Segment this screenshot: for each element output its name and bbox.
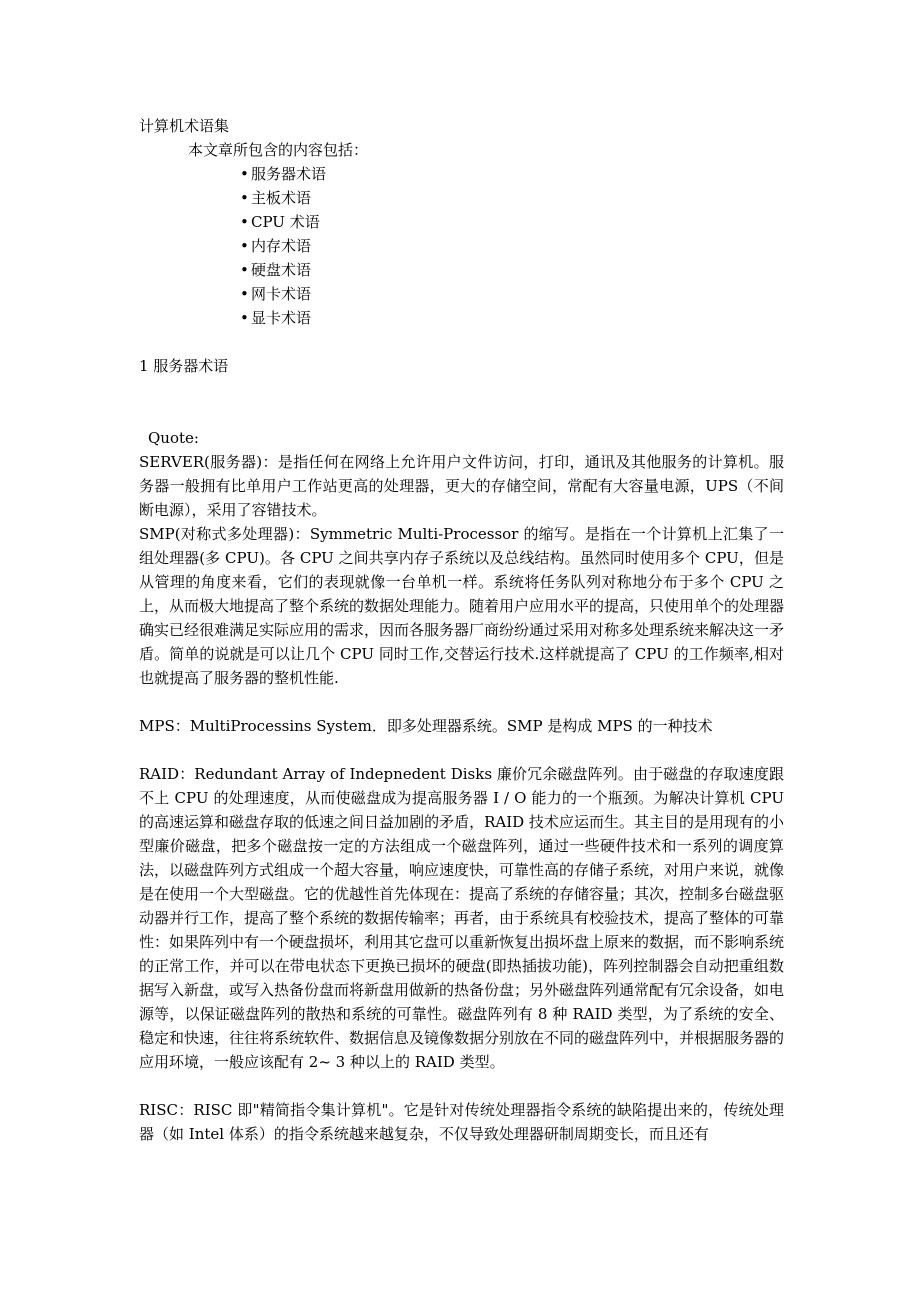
paragraph-gap — [139, 1074, 784, 1098]
bullet-icon: • — [240, 213, 249, 231]
quote-label: Quote: — [148, 429, 199, 447]
bullet-icon: • — [240, 165, 249, 183]
toc-item — [240, 186, 784, 210]
paragraph-gap — [139, 690, 784, 714]
bullet-icon: • — [240, 285, 249, 303]
toc-item-label: CPU 术语 — [251, 213, 320, 231]
toc-item — [240, 282, 784, 306]
toc-item-label: 网卡术语 — [251, 285, 312, 303]
bullet-icon: • — [240, 261, 249, 279]
document-page — [139, 114, 784, 1146]
bullet-icon: • — [240, 309, 249, 327]
toc-item — [240, 162, 784, 186]
toc-item — [240, 258, 784, 282]
toc-item — [240, 306, 784, 330]
paragraph-smp: SMP(对称式多处理器)：Symmetric Multi-Processor 的缩写。是指在一个计算机上汇集了一组处理器(多 CPU)。各 CPU 之间共享内存子系统以及总线结构。虽然同时使用多个 CPU，但是从管理的角度来看，它们的表现就像一台单机一样。系统将任务队列对称地分布于多个 CPU 之上，从而极大地提高了整个系统的数据处理能力。随着用户应用水平的提高，只使用单个的处理器确实已经很难满足实际应用的需求，因而各服务器厂商纷纷通过采用对称多处理系统来解决这一矛盾。简单的说就是可以让几个 CPU 同时工作,交替运行技术.这样就提高了 CPU 的工作频率,相对也就提高了服务器的整机性能. — [139, 525, 785, 687]
table-of-contents — [240, 162, 784, 330]
paragraph-gap — [139, 738, 784, 762]
paragraph-server: SERVER(服务器)：是指任何在网络上允许用户文件访问，打印，通讯及其他服务的计算机。服务器一般拥有比单用户工作站更高的处理器，更大的存储空间，常配有大容量电源，UPS（不间断电源），采用了容错技术。 — [139, 453, 784, 519]
toc-item-label: 主板术语 — [251, 189, 312, 207]
bullet-icon: • — [240, 189, 249, 207]
bullet-icon: • — [240, 237, 249, 255]
toc-item — [240, 234, 784, 258]
paragraph-mps: MPS：MultiProcessins System．即多处理器系统。SMP 是构成 MPS 的一种技术 — [139, 717, 713, 735]
toc-item — [240, 210, 784, 234]
document-title: 计算机术语集 — [139, 117, 230, 135]
toc-item-label: 显卡术语 — [251, 309, 312, 327]
toc-item-label: 硬盘术语 — [251, 261, 312, 279]
intro-line: 本文章所包含的内容包括： — [188, 141, 369, 159]
paragraph-risc: RISC：RISC 即"精简指令集计算机"。它是针对传统处理器指令系统的缺陷提出来的，传统处理器（如 Intel 体系）的指令系统越来越复杂，不仅导致处理器研制周期变长，而且还有 — [139, 1101, 784, 1143]
section-heading: 1 服务器术语 — [139, 357, 229, 375]
toc-item-label: 服务器术语 — [251, 165, 327, 183]
paragraph-raid: RAID：Redundant Array of Indepnedent Disks 廉价冗余磁盘阵列。由于磁盘的存取速度跟不上 CPU 的处理速度，从而使磁盘成为提高服务器 I / O 能力的一个瓶颈。为解决计算机 CPU 的高速运算和磁盘存取的低速之间日益加剧的矛盾，RAID 技术应运而生。其主目的是用现有的小型廉价磁盘，把多个磁盘按一定的方法组成一个磁盘阵列，通过一些硬件技术和一系列的调度算法，以磁盘阵列方式组成一个超大容量，响应速度快，可靠性高的存储子系统，对用户来说，就像是在使用一个大型磁盘。它的优越性首先体现在：提高了系统的存储容量；其次，控制多台磁盘驱动器并行工作，提高了整个系统的数据传输率；再者，由于系统具有校验技术，提高了整体的可靠性：如果阵列中有一个硬盘损坏，利用其它盘可以重新恢复出损坏盘上原来的数据，而不影响系统的正常工作，并可以在带电状态下更换已损坏的硬盘(即热插拔功能)，阵列控制器会自动把重组数据写入新盘，或写入热备份盘而将新盘用做新的热备份盘；另外磁盘阵列通常配有冗余设备，如电源等，以保证磁盘阵列的散热和系统的可靠性。磁盘阵列有 8 种 RAID 类型，为了系统的安全、稳定和快速，往往将系统软件、数据信息及镜像数据分别放在不同的磁盘阵列中，并根据服务器的应用环境，一般应该配有 2~ 3 种以上的 RAID 类型。 — [139, 765, 785, 1071]
toc-item-label: 内存术语 — [251, 237, 312, 255]
